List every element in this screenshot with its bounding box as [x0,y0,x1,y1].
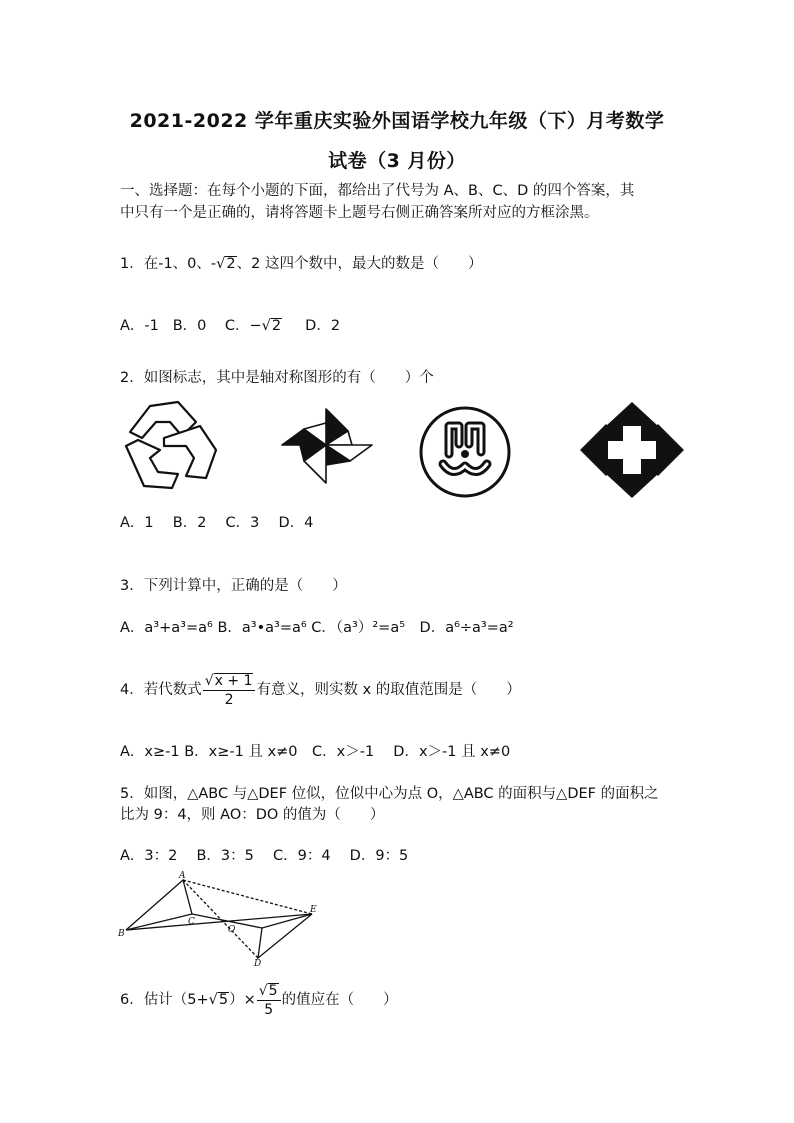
q4-fraction [203,672,256,709]
q3-option-b: B．a³•a³=a⁶ [217,620,307,636]
label-a: A [179,871,186,881]
q6-mid: ）× [229,992,256,1008]
question-3-options [120,617,514,639]
q3-option-a: A．a³+a³=a⁶ [120,620,213,636]
q6-radicand: 5 [218,992,229,1008]
similar-triangles-figure [116,870,322,966]
question-4-options: A．x≥-1 B．x≥-1 且 x≠0 C．x＞-1 D．x＞-1 且 x≠0 [120,744,511,760]
circle-emblem-figure [419,406,511,498]
exam-title-line2: 试卷（3 月份） [328,150,466,172]
label-b: B [118,929,125,939]
recycle-logo-figure [120,400,222,490]
question-6 [120,980,398,1020]
sqrt-symbol: √ [208,992,218,1008]
q6-suffix: 的值应在（ ） [281,992,398,1008]
q1-suffix: 、2 这四个数中，最大的数是（ ） [236,256,483,272]
q6-fraction-denominator: 5 [264,1001,274,1018]
q1-radicand: 2 [226,256,236,272]
sqrt-symbol: √ [261,318,271,334]
exam-title-line1: 2021-2022 学年重庆实验外国语学校九年级（下）月考数学 [129,110,665,132]
sqrt-symbol: √ [216,256,226,272]
sqrt-symbol: √ [204,672,214,689]
q4-fraction-denominator: 2 [224,691,234,708]
q1-option-c: C．− [224,318,262,334]
question-1-options [120,315,340,337]
question-5-line2: 比为 9：4，则 AO：DO 的值为（ ） [120,807,385,823]
question-2-options: A．1 B．2 C．3 D．4 [120,515,314,531]
q4-prefix: 4．若代数式 [120,682,202,698]
question-4 [120,670,521,710]
q6-fraction-numerator: √5 [257,982,281,1001]
q4-suffix: 有意义，则实数 x 的取值范围是（ ） [256,682,521,698]
cross-diamond-logo-figure [578,400,686,500]
q3-option-d: D．a⁶÷a³=a² [419,620,514,636]
q4-fraction-numerator: √x + 1 [203,672,256,691]
section-instruction-line1: 一、选择题：在每个小题的下面，都给出了代号为 A、B、C、D 的四个答案，其 [120,183,635,199]
q6-fraction [257,982,281,1019]
pinwheel-logo-figure [278,405,376,487]
question-1 [120,253,482,275]
question-2: 2．如图标志，其中是轴对称图形的有（ ）个 [120,370,434,386]
section-instruction-line2: 中只有一个是正确的，请将答题卡上题号右侧正确答案所对应的方框涂黑。 [120,205,599,221]
label-d: D [254,959,262,966]
q3-option-c: C．（a³）²=a⁵ [311,620,406,636]
label-e: E [310,905,317,915]
question-5-line1: 5．如图，△ABC 与△DEF 位似，位似中心为点 O，△ABC 的面积与△DEF 的面积之 [120,786,659,802]
question-5-options: A．3：2 B．3：5 C．9：4 D．9：5 [120,848,409,864]
q1-option-c-radicand: 2 [271,318,282,334]
q1-option-a: A．-1 [120,318,159,334]
label-c: C [188,917,195,927]
sqrt-symbol: √ [258,982,268,999]
q1-option-b: B．0 [172,318,207,334]
label-o: O [228,925,236,935]
q6-prefix: 6．估计（5+ [120,992,209,1008]
q1-prefix: 1．在-1、0、- [120,256,217,272]
question-3: 3．下列计算中，正确的是（ ） [120,578,347,594]
q1-option-d: D．2 [305,318,341,334]
